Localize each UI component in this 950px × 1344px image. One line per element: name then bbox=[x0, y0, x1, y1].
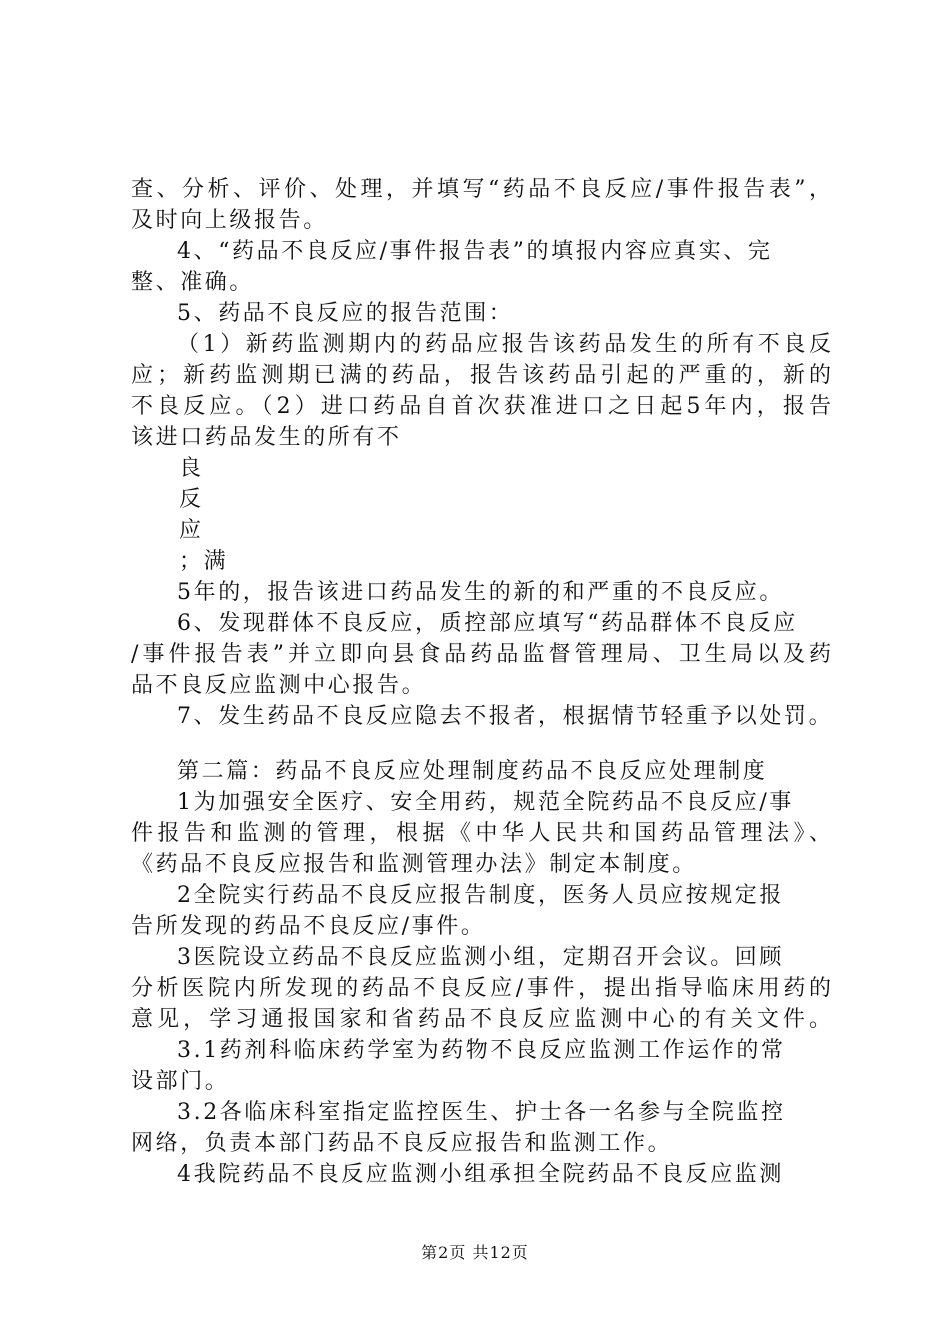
page-footer: 第2页 共12页 bbox=[421, 1243, 529, 1262]
text-line: 5年的，报告该进口药品发生的新的和严重的不良反应。 bbox=[177, 580, 784, 605]
text-line: /事件报告表”并立即向县食品药品监督管理局、卫生局以及药 bbox=[131, 642, 831, 667]
text-line: 1为加强安全医疗、安全用药，规范全院药品不良反应/事 bbox=[177, 790, 795, 815]
text-line: 分析医院内所发现的药品不良反应/事件，提出指导临床用药的 bbox=[131, 976, 831, 1001]
text-line: （1）新药监测期内的药品应报告该药品发生的所有不良反 bbox=[177, 332, 831, 357]
text-line: 网络，负责本部门药品不良反应报告和监测工作。 bbox=[131, 1131, 673, 1156]
text-line: 应；新药监测期已满的药品，报告该药品引起的严重的，新的 bbox=[131, 363, 831, 388]
text-line: 该进口药品发生的所有不 bbox=[131, 425, 402, 450]
text-line: 整、准确。 bbox=[131, 270, 255, 295]
text-line: 6、发现群体不良反应，质控部应填写“药品群体不良反应 bbox=[177, 611, 798, 636]
text-line: 品不良反应监测中心报告。 bbox=[131, 673, 427, 698]
text-line: 5、药品不良反应的报告范围： bbox=[177, 301, 514, 326]
text-line: 件报告和监测的管理，根据《中华人民共和国药品管理法》、 bbox=[131, 821, 831, 846]
text-line: 不良反应。（2）进口药品自首次获准进口之日起5年内，报告 bbox=[131, 394, 831, 419]
text-line: 3医院设立药品不良反应监测小组，定期召开会议。回顾 bbox=[177, 945, 784, 970]
text-line: 反 bbox=[179, 487, 204, 512]
text-line: 意见，学习通报国家和省药品不良反应监测中心的有关文件。 bbox=[131, 1007, 831, 1032]
text-line: 应 bbox=[179, 518, 204, 543]
text-line: 3.2各临床科室指定监控医生、护士各一名参与全院监控 bbox=[177, 1100, 786, 1125]
text-line: 良 bbox=[179, 456, 204, 481]
text-line: 及时向上级报告。 bbox=[131, 208, 328, 233]
text-line: 4、“药品不良反应/事件报告表”的填报内容应真实、完 bbox=[177, 239, 773, 264]
document-body bbox=[131, 174, 834, 1190]
paragraph-gap bbox=[131, 732, 831, 756]
text-line: 《药品不良反应报告和监测管理办法》制定本制度。 bbox=[131, 852, 697, 877]
text-line: ；满 bbox=[179, 549, 229, 574]
text-line: 2全院实行药品不良反应报告制度，医务人员应按规定报 bbox=[177, 883, 784, 908]
text-line: 查、分析、评价、处理，并填写“药品不良反应/事件报告表”， bbox=[131, 177, 831, 202]
section-heading: 第二篇：药品不良反应处理制度药品不良反应处理制度 bbox=[177, 759, 768, 784]
text-line: 设部门。 bbox=[131, 1069, 230, 1094]
text-line: 告所发现的药品不良反应/事件。 bbox=[131, 914, 486, 939]
text-line: 4我院药品不良反应监测小组承担全院药品不良反应监测 bbox=[177, 1162, 784, 1187]
text-line: 3.1药剂科临床药学室为药物不良反应监测工作运作的常 bbox=[177, 1038, 786, 1063]
text-line: 7、发生药品不良反应隐去不报者，根据情节轻重予以处罚。 bbox=[177, 704, 834, 729]
